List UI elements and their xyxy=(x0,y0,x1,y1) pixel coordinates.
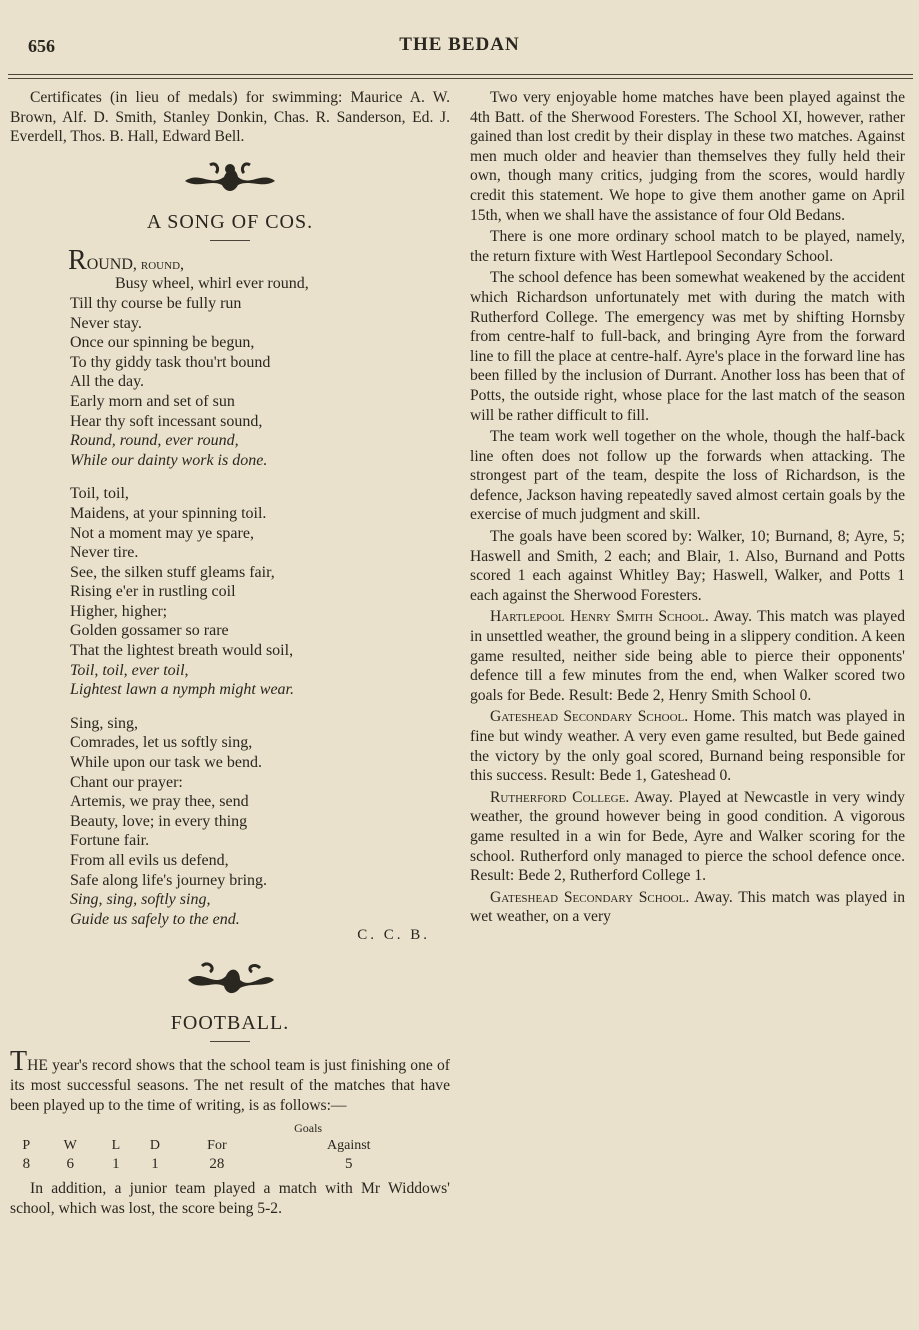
football-intro xyxy=(10,1046,450,1115)
poem-line: Beauty, love; in every thing xyxy=(70,812,248,830)
table-header: For xyxy=(207,1138,227,1154)
table-header: Against xyxy=(327,1138,371,1154)
report-paragraph: There is one more ordinary school match to be played, namely, the return fixture with West Hartlepool Secondary School. xyxy=(470,228,905,265)
stanza-3 xyxy=(10,714,450,930)
table-cell: 1 xyxy=(112,1156,120,1173)
drop-cap: R xyxy=(68,244,87,276)
match-name: Gateshead Secondary School. xyxy=(490,888,690,906)
poem-line: Once our spinning be begun, xyxy=(70,334,255,352)
match-text: Away. Played at Newcastle in very windy weather, the ground however being in good condition. A vigorous game resulted in a win for Bede, Ayre and Walker scoring for the school. Rutherford only managed to pierce the school defence once. Result: Bede 2, Rutherford College 1. xyxy=(470,788,905,885)
drop-cap: T xyxy=(10,1046,28,1078)
poem-line-text: OUND, round, xyxy=(86,255,185,273)
junior-team-paragraph: In addition, a junior team played a match with Mr Widdows' school, which was lost, the score being 5-2. xyxy=(10,1180,450,1217)
report-paragraph: The school defence has been somewhat weakened by the accident which Richardson unfortunately met with during the match with Rutherford College. The emergency was met by shifting Hornsby from centre-half to full-back, and bringing Ayre from the forward line to fill the place at centre-half. Ayre's place in the forward line has been filled by the inclusion of Durrant. Another loss has been that of Potts, the outside right, whose place for the last match of the season will be rather difficult to fill. xyxy=(470,269,905,424)
match-name: Gateshead Secondary School. xyxy=(490,708,689,726)
poem-line: Toil, toil, xyxy=(70,485,129,503)
poem-line: Till thy course be fully run xyxy=(70,294,242,312)
stanza-1 xyxy=(10,244,450,471)
poem-line: Never tire. xyxy=(70,544,139,562)
football-title: FOOTBALL. xyxy=(170,1012,290,1035)
table-cell: 8 xyxy=(22,1156,31,1173)
left-column xyxy=(10,88,450,1218)
match-report xyxy=(470,888,905,927)
poem-line: Maidens, at your spinning toil. xyxy=(70,504,267,522)
match-name: Hartlepool Henry Smith School. xyxy=(490,608,709,626)
poem-line xyxy=(68,244,450,276)
football-title-rule xyxy=(210,1041,250,1042)
poem-line: Not a moment may ye spare, xyxy=(70,524,254,542)
poem-line: Guide us safely to the end. xyxy=(70,910,240,928)
poem-line: That the lightest breath would soil, xyxy=(70,642,294,660)
table-header: P xyxy=(22,1138,31,1154)
poem-line: Round, round, ever round, xyxy=(70,432,239,450)
poem-line: Sing, sing, xyxy=(70,714,139,732)
floral-ornament-icon xyxy=(180,157,280,199)
right-column xyxy=(470,88,905,929)
match-report xyxy=(470,788,905,886)
table-header-row xyxy=(10,1137,440,1155)
poem-signature: C. C. B. xyxy=(357,927,430,944)
poem-line: To thy giddy task thou'rt bound xyxy=(70,353,271,371)
table-row xyxy=(10,1155,440,1173)
table-cell: 1 xyxy=(151,1156,159,1173)
poem-line: Never stay. xyxy=(70,314,142,332)
poem-line: Rising e'er in rustling coil xyxy=(70,583,236,601)
table-header: L xyxy=(111,1138,121,1154)
table-header: W xyxy=(63,1138,77,1154)
poem-line: All the day. xyxy=(70,373,145,391)
title-rule xyxy=(210,240,250,241)
match-report xyxy=(470,607,905,705)
poem-line: Hear thy soft incessant sound, xyxy=(70,412,263,430)
poem-line: Higher, higher; xyxy=(70,602,168,620)
stanza-2 xyxy=(10,484,450,700)
poem-line: See, the silken stuff gleams fair, xyxy=(70,563,275,581)
report-paragraph: The goals have been scored by: Walker, 10; Burnand, 8; Ayre, 5; Haswell and Smith, 2 each; and Blair, 1. Also, Burnand and Potts scored 1 each against Whitley Bay; Haswell, Walker, and Potts 1 each against the Sherwood Foresters. xyxy=(470,528,905,604)
intro-text: year's record shows that the school team is just finishing one of its most successful seasons. The net result of the matches that have been played up to the time of writing, is as follows:— xyxy=(10,1057,450,1114)
poem-line: Fortune fair. xyxy=(70,832,150,850)
poem-line: Artemis, we pray thee, send xyxy=(70,793,249,811)
poem-line: While upon our task we bend. xyxy=(70,754,262,772)
header-rule xyxy=(8,74,913,75)
match-text: Home. This match was played in fine but windy weather. A very even game resulted, but Bede gained the victory by the only goal scored, Burnand being responsible for this success. Result: Bede 1, Gateshead 0. xyxy=(470,708,905,785)
table-header: D xyxy=(149,1138,161,1154)
poem-line: From all evils us defend, xyxy=(70,852,229,869)
poem-line: Comrades, let us softly sing, xyxy=(70,734,253,752)
header-rule-lower xyxy=(8,78,913,79)
table-cell: 6 xyxy=(66,1156,75,1173)
season-record-table xyxy=(10,1119,440,1173)
poem-line: Toil, toil, ever toil, xyxy=(70,661,189,679)
poem-line: Busy wheel, whirl ever round, xyxy=(115,275,309,293)
poem-title: A SONG OF COS. xyxy=(146,210,314,233)
poem-line: Golden gossamer so rare xyxy=(70,622,229,640)
running-head: THE BEDAN xyxy=(399,34,520,55)
match-text: Away. This match was played in wet weather, on a very xyxy=(470,888,905,926)
poem-line: Sing, sing, softly sing, xyxy=(70,891,211,909)
report-paragraph: Two very enjoyable home matches have been played against the 4th Batt. of the Sherwood Foresters. The School XI, however, rather gained than lost credit by their display in these two matches. Against men much older and heavier than themselves they fully held their own, though many critics, judging from the scores, would hardly credit this statement. We hope to give them another game on April 15th, when we shall have the assistance of four Old Bedans. xyxy=(470,89,905,224)
floral-ornament-icon xyxy=(180,958,280,1000)
match-name: Rutherford College. xyxy=(490,788,630,806)
page-number: 656 xyxy=(28,36,55,56)
match-report xyxy=(470,707,905,785)
poem-line: Chant our prayer: xyxy=(70,773,183,791)
goals-label: Goals xyxy=(294,1121,323,1136)
report-paragraph: The team work well together on the whole, though the half-back line often does not follow up the forwards when attacking. The strongest part of the team, despite the loss of Richardson, is the defence, Jackson having repeatedly saved almost certain goals by the exercise of much judgment and skill. xyxy=(470,428,905,524)
intro-first-word: HE xyxy=(27,1057,48,1075)
poem-line: While our dainty work is done. xyxy=(70,451,268,469)
poem-line: Safe along life's journey bring. xyxy=(70,871,268,889)
table-cell: 5 xyxy=(345,1156,353,1173)
certificates-paragraph: Certificates (in lieu of medals) for swimming: Maurice A. W. Brown, Alf. D. Smith, Stanley Donkin, Chas. R. Sanderson, Ed. J. Everdell, Thos. B. Hall, Edward Bell. xyxy=(10,89,450,146)
poem-line: Lightest lawn a nymph might wear. xyxy=(70,681,295,699)
match-text: Away. This match was played in unsettled weather, the ground being in a slippery condition. A keen game resulted, neither side being able to pierce their opponents' defence till a few minutes from the end, when Walker scored two goals for Bede. Result: Bede 2, Henry Smith School 0. xyxy=(470,608,906,704)
poem-line: Early morn and set of sun xyxy=(70,392,235,410)
table-cell: 28 xyxy=(209,1156,225,1173)
